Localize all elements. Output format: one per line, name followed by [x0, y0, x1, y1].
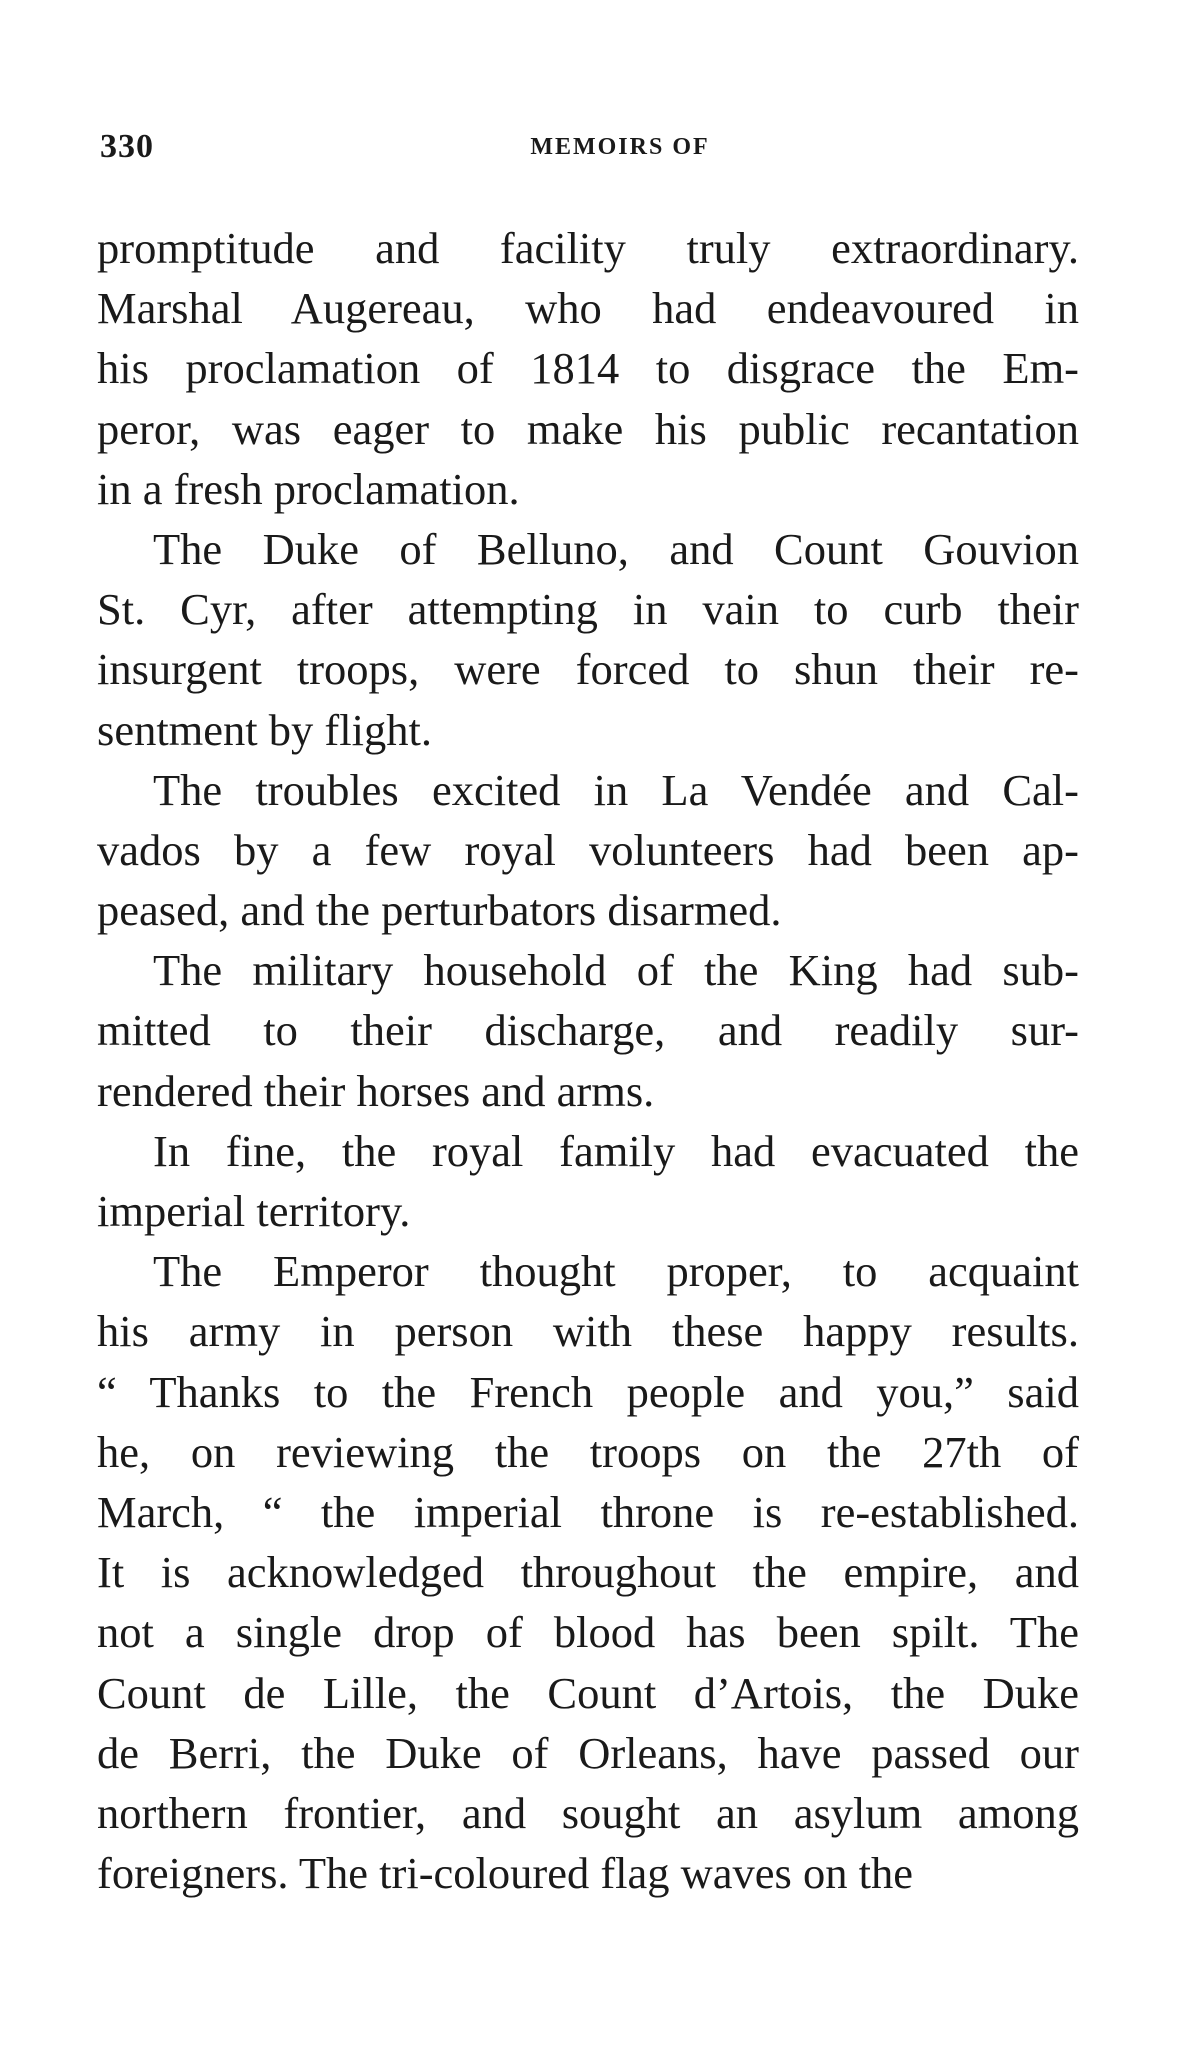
text-line: insurgent troops, were forced to shun their re-	[97, 644, 1079, 695]
text-line: de Berri, the Duke of Orleans, have passed our	[97, 1727, 1079, 1778]
text-line: northern frontier, and sought an asylum among	[97, 1787, 1079, 1838]
text-line: The Duke of Belluno, and Count Gouvion	[153, 523, 1079, 574]
text-line: Marshal Augereau, who had endeavoured in	[97, 283, 1079, 334]
text-line: mitted to their discharge, and readily sur-	[97, 1005, 1079, 1056]
text-line: It is acknowledged throughout the empire, and	[97, 1547, 1079, 1598]
text-line: sentment by flight.	[97, 704, 432, 755]
body-text	[97, 218, 1079, 1903]
paragraph	[97, 1241, 1079, 1903]
text-line: imperial territory.	[97, 1186, 411, 1236]
paragraph	[97, 760, 1079, 941]
paragraph	[97, 218, 1079, 519]
text-line: The Emperor thought proper, to acquaint	[153, 1246, 1079, 1297]
paragraph	[97, 519, 1079, 760]
text-line: St. Cyr, after attempting in vain to curb their	[97, 584, 1079, 635]
text-line: rendered their horses and arms.	[97, 1065, 655, 1116]
text-line: “ Thanks to the French people and you,” said	[97, 1366, 1079, 1417]
text-line: peased, and the perturbators disarmed.	[97, 885, 782, 936]
text-line: foreigners. The tri-coloured flag waves on the	[97, 1848, 913, 1899]
text-line: In fine, the royal family had evacuated the	[153, 1125, 1079, 1176]
paragraph	[97, 940, 1079, 1121]
text-line: he, on reviewing the troops on the 27th of	[97, 1426, 1079, 1477]
page-number: 330	[100, 128, 154, 165]
text-line: his proclamation of 1814 to disgrace the Em-	[97, 343, 1079, 394]
text-line: in a fresh proclamation.	[97, 463, 520, 514]
text-line: his army in person with these happy results.	[97, 1306, 1079, 1357]
text-line: The military household of the King had sub-	[153, 945, 1079, 996]
text-line: March, “ the imperial throne is re-established.	[97, 1486, 1079, 1537]
text-line: not a single drop of blood has been spilt. The	[97, 1607, 1079, 1658]
text-line: peror, was eager to make his public recantation	[97, 403, 1079, 454]
text-line: vados by a few royal volunteers had been ap-	[97, 824, 1079, 875]
paragraph	[97, 1121, 1079, 1241]
text-line: The troubles excited in La Vendée and Cal-	[153, 764, 1079, 815]
text-line: Count de Lille, the Count d’Artois, the Duke	[97, 1667, 1079, 1718]
text-line: promptitude and facility truly extraordinary.	[97, 223, 1079, 273]
running-head	[100, 128, 1080, 168]
running-title: MEMOIRS OF	[530, 134, 710, 160]
